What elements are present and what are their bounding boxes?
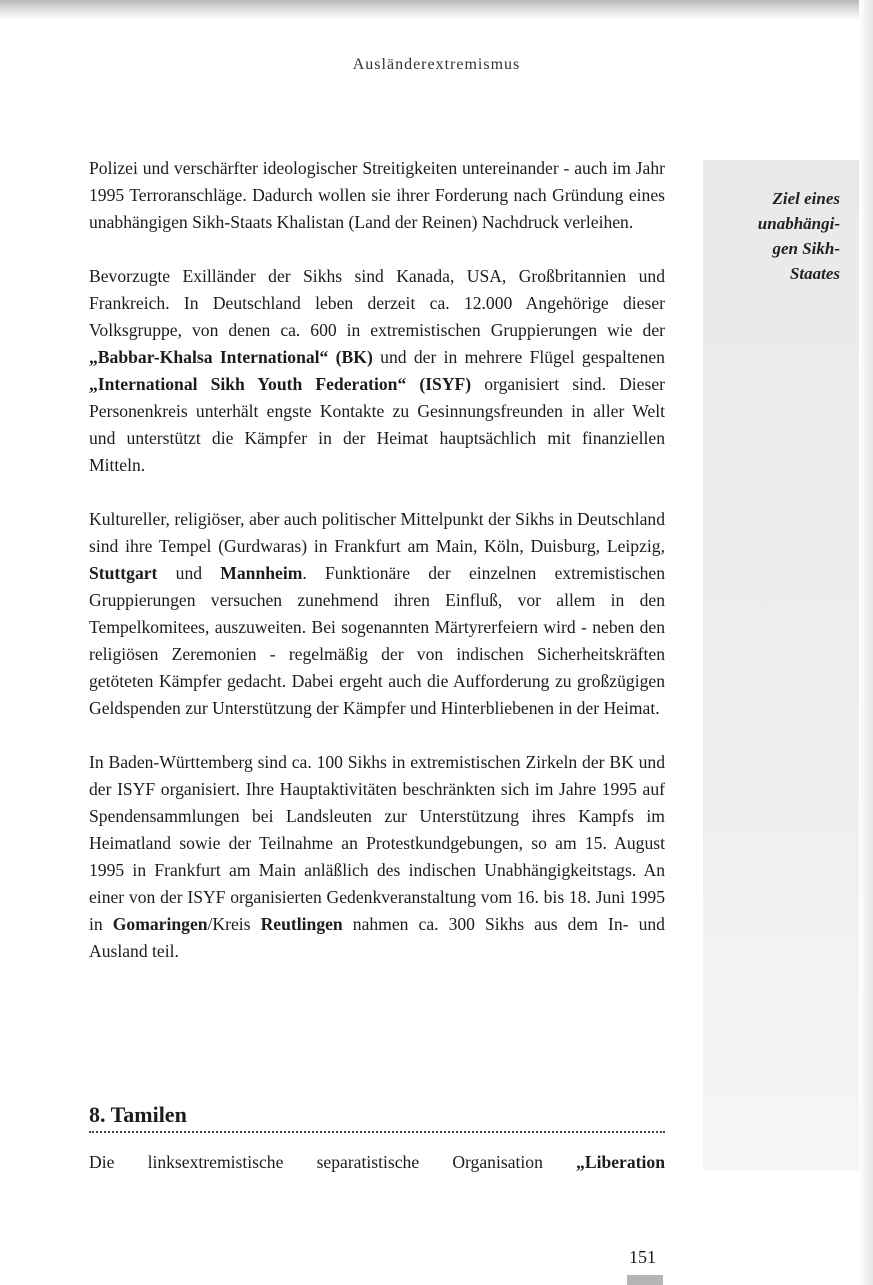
margin-note-line: Staates [789, 264, 840, 283]
text-segment: nahmen ca. 300 Sikhs aus dem In- und Ausland teil. [89, 914, 665, 961]
main-text [89, 155, 665, 965]
text-segment: organisiert sind. Dieser Personenkreis unterhält engste Kontakte zu Gesinnungsfreunden in aller Welt und unterstützt die Kämpfer in der Heimat hauptsächlich mit finanziellen Mitteln. [89, 374, 665, 475]
body-paragraph [89, 155, 665, 236]
text-segment: Kultureller, religiöser, aber auch politischer Mittelpunkt der Sikhs in Deutschland sind ihre Tempel (Gurdwaras) in Frankfurt am Main, Köln, Duisburg, Leipzig, [89, 509, 665, 556]
section-word: separatistische [316, 1152, 420, 1172]
text-segment: /Kreis [207, 914, 261, 934]
bold-term: „International Sikh Youth Federation“ (ISYF) [89, 374, 472, 394]
margin-note-line: gen Sikh- [772, 239, 840, 258]
text-segment: Bevorzugte Exilländer der Sikhs sind Kanada, USA, Großbritannien und Frankreich. In Deutschland leben derzeit ca. 12.000 Angehörige dieser Volksgruppe, von denen ca. 600 in extremistischen Gruppierungen wie der [89, 266, 665, 340]
page-number: 151 [629, 1247, 656, 1267]
bold-term: Gomaringen [112, 914, 208, 934]
text-segment: . Funktionäre der einzelnen extremistischen Gruppierungen versuchen zunehmend ihren Einfluß, vor allem in den Tempelkomitees, auszuweiten. Bei sogenannten Märtyrerfeiern wird - neben den religiösen Zeremonien - regelmäßig der von indischen Sicherheitskräften getöteten Kämpfer gedacht. Dabei ergeht auch die Aufforderung zu großzügigen Geldspenden zur Unterstützung der Kämpfer und Hinterbliebenen in der Heimat. [89, 563, 665, 718]
bold-term: Reutlingen [260, 914, 343, 934]
bold-term: Stuttgart [89, 563, 158, 583]
body-paragraph [89, 263, 665, 479]
margin-note [714, 186, 840, 286]
text-segment: und der in mehrere Flügel gespaltenen [372, 347, 665, 367]
section-heading: 8. Tamilen [89, 1101, 665, 1133]
section-word: Die [89, 1152, 115, 1172]
page-tab-marker [627, 1275, 663, 1285]
section-first-line [89, 1149, 665, 1176]
section-word: „Liberation [576, 1152, 665, 1172]
section-word: linksextremistische [147, 1152, 284, 1172]
scan-right-edge [859, 0, 873, 1285]
section-word: Organisation [452, 1152, 543, 1172]
running-title: Ausländerextremismus [352, 56, 521, 73]
bold-term: „Babbar-Khalsa International“ (BK) [89, 347, 373, 367]
margin-note-line: unabhängi- [757, 214, 840, 233]
margin-sidebar [703, 160, 859, 1170]
text-segment: Polizei und verschärfter ideologischer Streitigkeiten untereinander - auch im Jahr 1995 Terroranschläge. Dadurch wollen sie ihrer Forderung nach Gründung eines unabhängigen Sikh-Staats Khalistan (Land der Reinen) Nachdruck verleihen. [89, 158, 665, 232]
scan-top-shadow [0, 0, 873, 20]
body-paragraph [89, 749, 665, 965]
body-paragraph [89, 506, 665, 722]
text-segment: und [157, 563, 221, 583]
bold-term: Mannheim [220, 563, 303, 583]
text-segment: In Baden-Württemberg sind ca. 100 Sikhs in extremistischen Zirkeln der BK und der ISYF organisiert. Ihre Hauptaktivitäten beschränkten sich im Jahre 1995 auf Spendensammlungen bei Landsleuten zur Unterstützung ihres Kampfs im Heimatland sowie der Teilnahme an Protestkundgebungen, so am 15. August 1995 in Frankfurt am Main anläßlich des indischen Unabhängigkeitstags. An einer von der ISYF organisierten Gedenkveranstaltung vom 16. bis 18. Juni 1995 in [89, 752, 665, 934]
margin-note-line: Ziel eines [772, 189, 840, 208]
